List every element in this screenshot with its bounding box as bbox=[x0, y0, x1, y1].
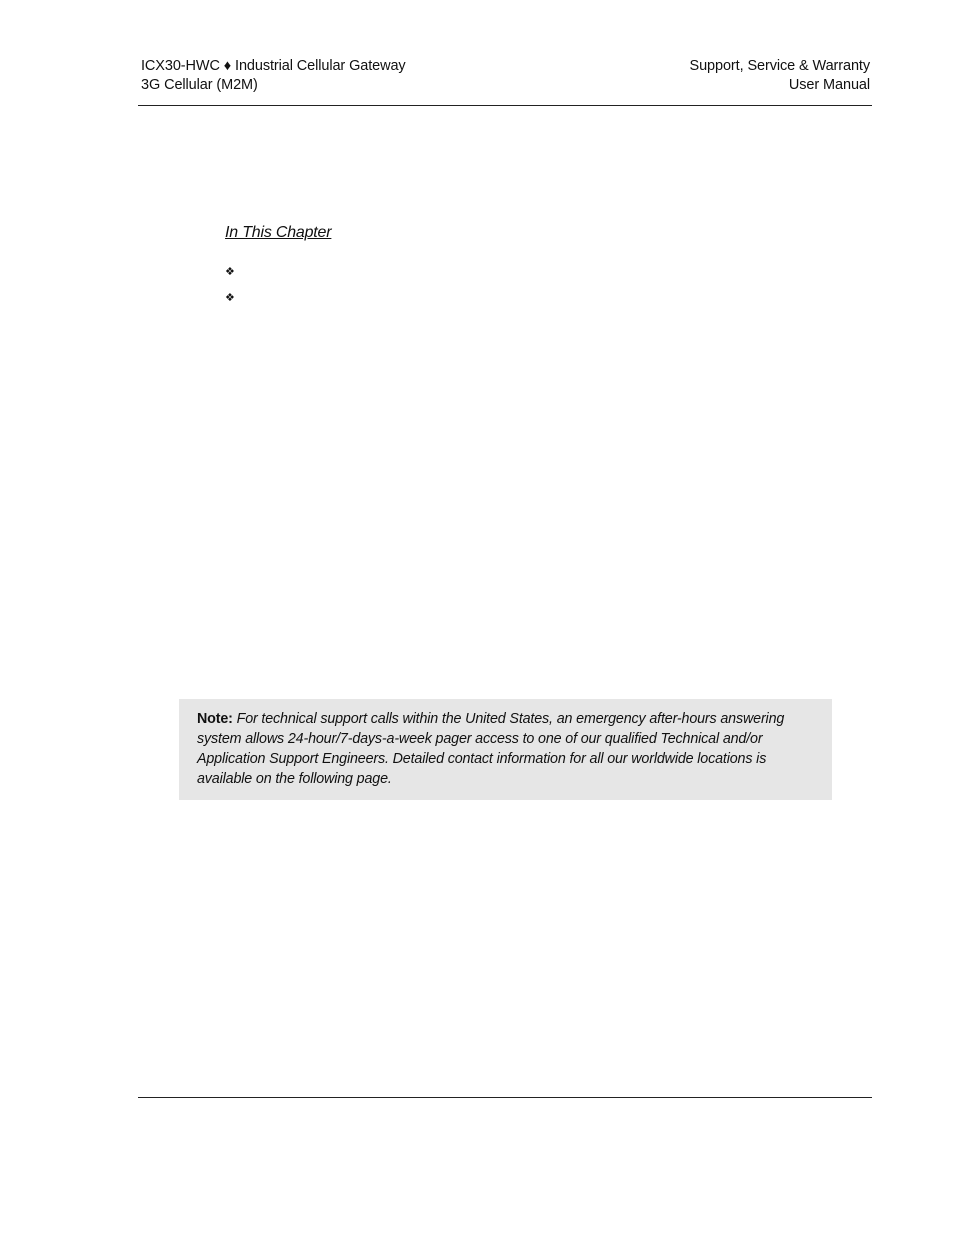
diamond-bullet-icon: ❖ bbox=[225, 265, 235, 278]
header-product-subtitle: 3G Cellular (M2M) bbox=[141, 77, 258, 93]
list-item bbox=[225, 262, 237, 288]
header-right bbox=[690, 57, 871, 95]
footer-divider bbox=[138, 1097, 872, 1098]
diamond-bullet-icon: ❖ bbox=[225, 291, 235, 304]
header-section-title: Support, Service & Warranty bbox=[689, 58, 870, 74]
note-body: For technical support calls within the United States, an emergency after-hours answering system allows 24-hour/7-days-a-week pager access to one of our qualified Technical and/or Application Support Engineers. Detailed contact information for all our worldwide locations is available on the following page. bbox=[197, 711, 785, 787]
chapter-contents-heading: In This Chapter bbox=[225, 224, 332, 241]
note-label: Note: bbox=[197, 711, 233, 727]
note-text bbox=[197, 709, 814, 789]
header-left bbox=[141, 57, 406, 95]
header-document-type: User Manual bbox=[788, 77, 870, 93]
note-callout bbox=[179, 699, 832, 800]
header-product-title: ICX30-HWC ♦ Industrial Cellular Gateway bbox=[141, 58, 406, 74]
chapter-contents-list bbox=[225, 262, 237, 314]
page-header bbox=[138, 57, 872, 106]
list-item bbox=[225, 288, 237, 314]
